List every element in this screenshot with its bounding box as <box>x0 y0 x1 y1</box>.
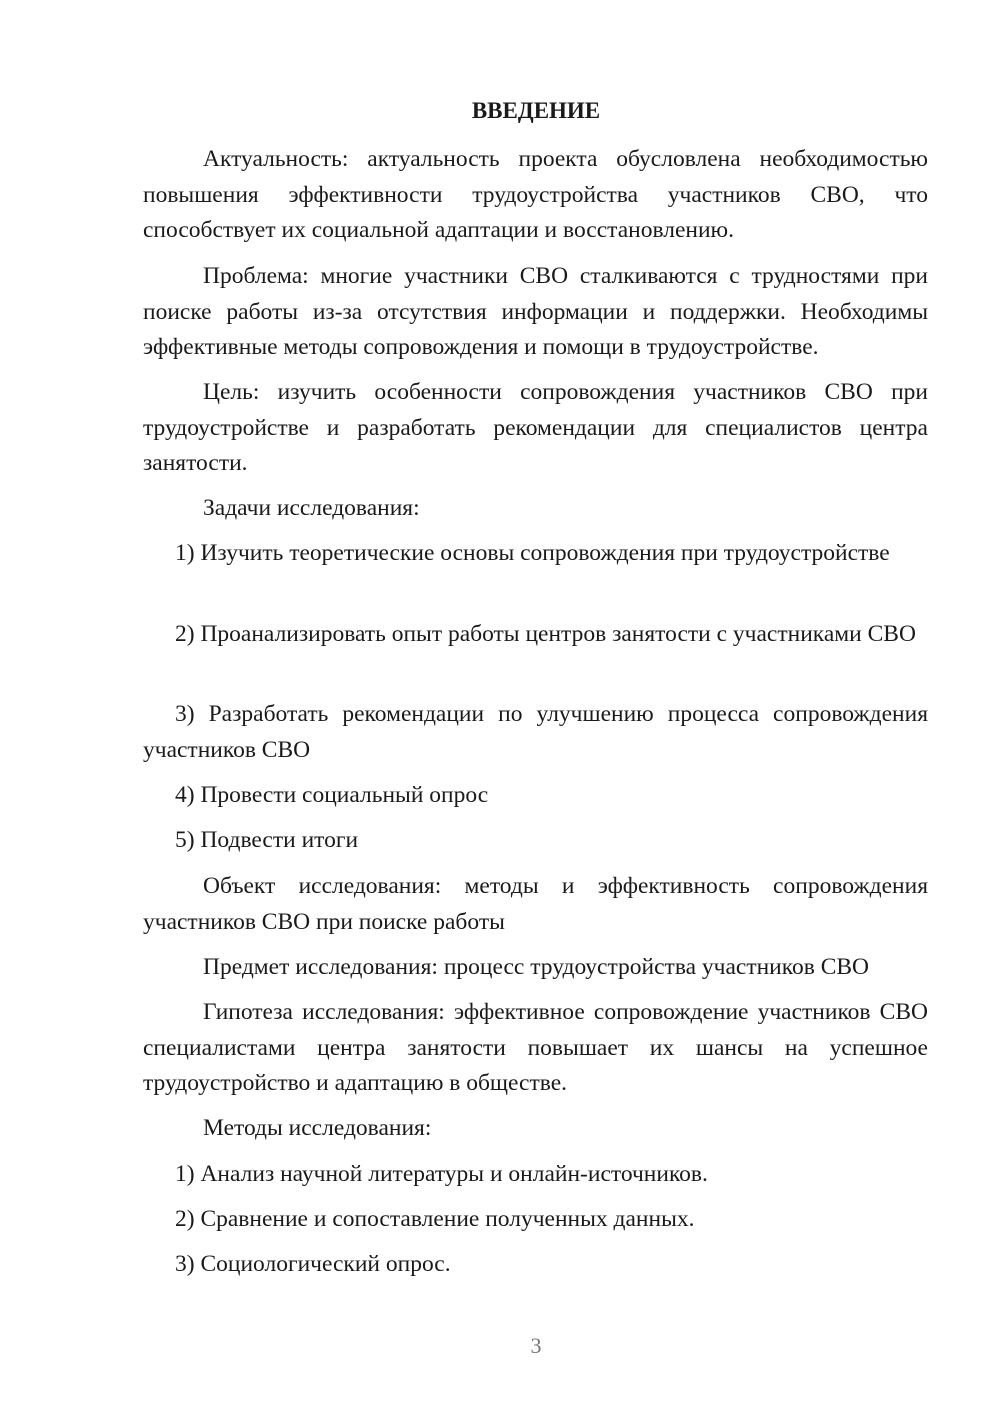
problem-paragraph: Проблема: многие участники СВО сталкиваются с трудностями при поиске работы из-за отсутствия информации и поддержки. Необходимы эффективные методы сопровождения и помощи в трудоустройстве. <box>143 263 928 360</box>
object-paragraph: Объект исследования: методы и эффективность сопровождения участников СВО при поиске работы <box>143 873 928 935</box>
section-title: ВВЕДЕНИЕ <box>471 98 601 123</box>
task-item-4: 4) Провести социальный опрос <box>175 782 489 808</box>
relevance-paragraph: Актуальность: актуальность проекта обусловлена необходимостью повышения эффективности трудоустройства участников СВО, что способствует их социальной адаптации и восстановлению. <box>143 146 928 243</box>
task-item-3: 3) Разработать рекомендации по улучшению процесса сопровождения участников СВО <box>143 701 928 763</box>
subject-paragraph: Предмет исследования: процесс трудоустройства участников СВО <box>203 954 870 980</box>
method-item-3: 3) Социологический опрос. <box>175 1251 451 1277</box>
hypothesis-paragraph: Гипотеза исследования: эффективное сопровождение участников СВО специалистами центра занятости повышает их шансы на успешное трудоустройство и адаптацию в обществе. <box>143 999 928 1096</box>
method-item-2: 2) Сравнение и сопоставление полученных данных. <box>175 1206 695 1232</box>
task-item-5: 5) Подвести итоги <box>175 827 359 853</box>
method-item-1: 1) Анализ научной литературы и онлайн-источников. <box>175 1161 708 1187</box>
tasks-heading: Задачи исследования: <box>203 495 420 521</box>
task-item-1: 1) Изучить теоретические основы сопровождения при трудоустройстве <box>175 540 890 566</box>
page-number: 3 <box>530 1333 542 1358</box>
methods-heading: Методы исследования: <box>203 1115 432 1141</box>
goal-paragraph: Цель: изучить особенности сопровождения участников СВО при трудоустройстве и разработать рекомендации для специалистов центра занятости. <box>143 379 928 476</box>
task-item-2: 2) Проанализировать опыт работы центров занятости с участниками СВО <box>175 621 916 647</box>
